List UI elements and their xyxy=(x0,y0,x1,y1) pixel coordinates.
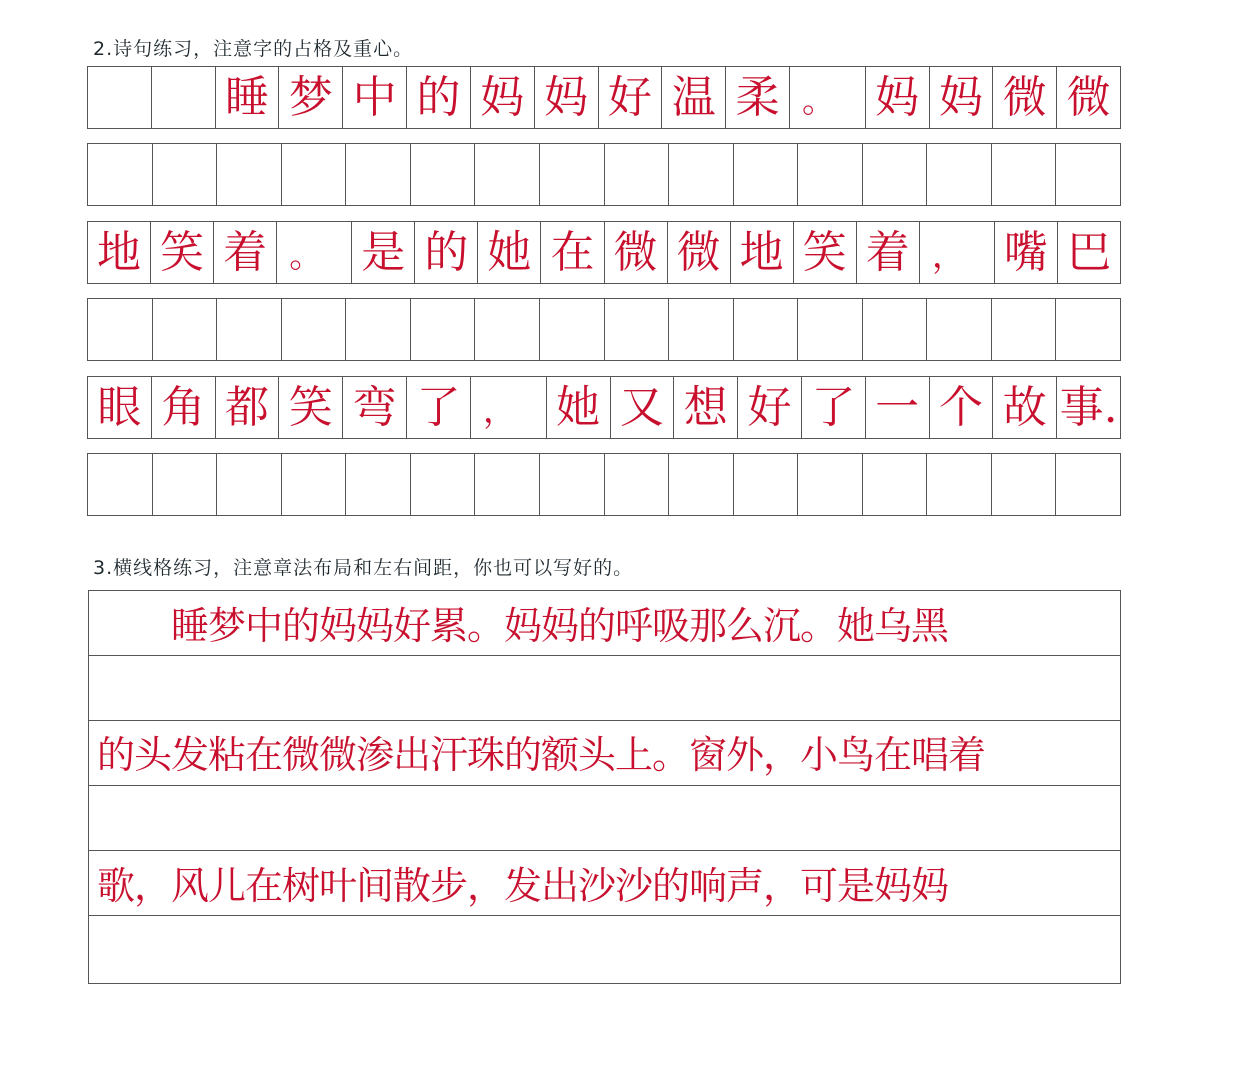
grid-cell: 个 xyxy=(930,377,994,438)
grid-cell xyxy=(217,299,282,360)
section-3-instruction: 3.横线格练习，注意章法布局和左右间距，你也可以写好的。 xyxy=(93,557,634,579)
grid-cell: 故 xyxy=(993,377,1057,438)
grid-row xyxy=(87,143,1121,206)
handwritten-line: 睡梦中的妈妈好累。妈妈的呼吸那么沉。她乌黑 xyxy=(97,604,949,648)
grid-cell xyxy=(88,299,153,360)
handwritten-line: 歌，风儿在树叶间散步，发出沙沙的响声，可是妈妈 xyxy=(97,864,949,908)
grid-cell xyxy=(605,144,670,205)
grid-cell xyxy=(863,454,928,515)
grid-row xyxy=(87,453,1121,516)
grid-cell xyxy=(153,454,218,515)
grid-cell xyxy=(346,299,411,360)
grid-cell: 微 xyxy=(993,67,1057,128)
ruled-line xyxy=(89,785,1120,786)
grid-cell: 巴 xyxy=(1058,222,1121,283)
grid-cell xyxy=(927,144,992,205)
ruled-line xyxy=(89,720,1120,721)
grid-cell: 她 xyxy=(547,377,611,438)
handwritten-line: 的头发粘在微微渗出汗珠的额头上。窗外，小鸟在唱着 xyxy=(97,733,986,777)
grid-cell xyxy=(992,299,1057,360)
grid-cell xyxy=(152,67,216,128)
grid-cell: 微 xyxy=(605,222,668,283)
grid-cell: 好 xyxy=(599,67,663,128)
grid-cell: 又 xyxy=(611,377,675,438)
ruled-line xyxy=(89,655,1120,656)
grid-cell: 好 xyxy=(738,377,802,438)
grid-cell xyxy=(540,144,605,205)
grid-cell: 地 xyxy=(88,222,151,283)
grid-cell: 弯 xyxy=(343,377,407,438)
grid-row xyxy=(87,376,1121,439)
grid-cell: 着 xyxy=(214,222,277,283)
grid-cell: 微 xyxy=(668,222,731,283)
grid-cell xyxy=(863,299,928,360)
grid-cell: 她 xyxy=(478,222,541,283)
lined-practice-area xyxy=(88,590,1121,984)
grid-cell: 的 xyxy=(415,222,478,283)
grid-cell xyxy=(927,299,992,360)
grid-cell xyxy=(88,144,153,205)
grid-cell: 中 xyxy=(343,67,407,128)
grid-cell: 笑 xyxy=(279,377,343,438)
grid-cell xyxy=(605,454,670,515)
grid-cell xyxy=(282,144,347,205)
grid-cell xyxy=(1056,299,1121,360)
grid-cell: 眼 xyxy=(88,377,152,438)
grid-row xyxy=(87,298,1121,361)
grid-cell xyxy=(798,144,863,205)
grid-cell xyxy=(540,299,605,360)
grid-cell xyxy=(734,299,799,360)
grid-cell: 妈 xyxy=(930,67,994,128)
grid-cell xyxy=(798,299,863,360)
section-2-instruction: 2.诗句练习，注意字的占格及重心。 xyxy=(93,38,414,60)
grid-cell: 了 xyxy=(802,377,866,438)
grid-cell xyxy=(863,144,928,205)
grid-cell xyxy=(88,67,152,128)
grid-cell: 在 xyxy=(541,222,604,283)
grid-cell xyxy=(282,454,347,515)
grid-cell: 事. xyxy=(1057,377,1121,438)
grid-cell xyxy=(734,144,799,205)
grid-cell: 笑 xyxy=(151,222,214,283)
grid-cell xyxy=(217,144,282,205)
grid-cell: 嘴 xyxy=(995,222,1058,283)
grid-cell: 妈 xyxy=(866,67,930,128)
grid-cell xyxy=(475,299,540,360)
grid-cell xyxy=(605,299,670,360)
ruled-line xyxy=(89,915,1120,916)
grid-cell: 笑 xyxy=(794,222,857,283)
grid-cell xyxy=(1056,144,1121,205)
grid-cell xyxy=(411,299,476,360)
grid-cell xyxy=(346,144,411,205)
grid-cell xyxy=(475,454,540,515)
grid-cell: 都 xyxy=(216,377,280,438)
grid-cell: 柔 xyxy=(726,67,790,128)
grid-cell xyxy=(88,454,153,515)
grid-cell: 。 xyxy=(790,67,866,128)
grid-cell: 的 xyxy=(407,67,471,128)
grid-cell: 梦 xyxy=(279,67,343,128)
grid-cell: ， xyxy=(920,222,995,283)
grid-row xyxy=(87,221,1121,284)
grid-cell: 妈 xyxy=(471,67,535,128)
grid-cell xyxy=(217,454,282,515)
grid-cell: 睡 xyxy=(216,67,280,128)
grid-cell: 温 xyxy=(662,67,726,128)
grid-cell: ， xyxy=(471,377,547,438)
grid-cell: 想 xyxy=(674,377,738,438)
grid-cell xyxy=(346,454,411,515)
grid-cell xyxy=(540,454,605,515)
grid-row xyxy=(87,66,1121,129)
grid-cell xyxy=(992,144,1057,205)
grid-cell xyxy=(153,299,218,360)
grid-cell xyxy=(411,454,476,515)
grid-cell xyxy=(282,299,347,360)
grid-cell: 是 xyxy=(352,222,415,283)
grid-cell xyxy=(669,299,734,360)
grid-cell: 一 xyxy=(866,377,930,438)
grid-cell xyxy=(1056,454,1121,515)
grid-cell: 了 xyxy=(407,377,471,438)
grid-cell: 着 xyxy=(857,222,920,283)
grid-cell xyxy=(798,454,863,515)
grid-cell xyxy=(153,144,218,205)
grid-cell xyxy=(411,144,476,205)
grid-cell xyxy=(992,454,1057,515)
grid-cell: 角 xyxy=(152,377,216,438)
grid-cell: 。 xyxy=(277,222,352,283)
ruled-line xyxy=(89,850,1120,851)
grid-cell xyxy=(927,454,992,515)
grid-cell: 地 xyxy=(731,222,794,283)
grid-cell: 妈 xyxy=(535,67,599,128)
grid-cell xyxy=(734,454,799,515)
grid-cell xyxy=(475,144,540,205)
grid-cell xyxy=(669,144,734,205)
grid-cell xyxy=(669,454,734,515)
grid-cell: 微 xyxy=(1057,67,1121,128)
